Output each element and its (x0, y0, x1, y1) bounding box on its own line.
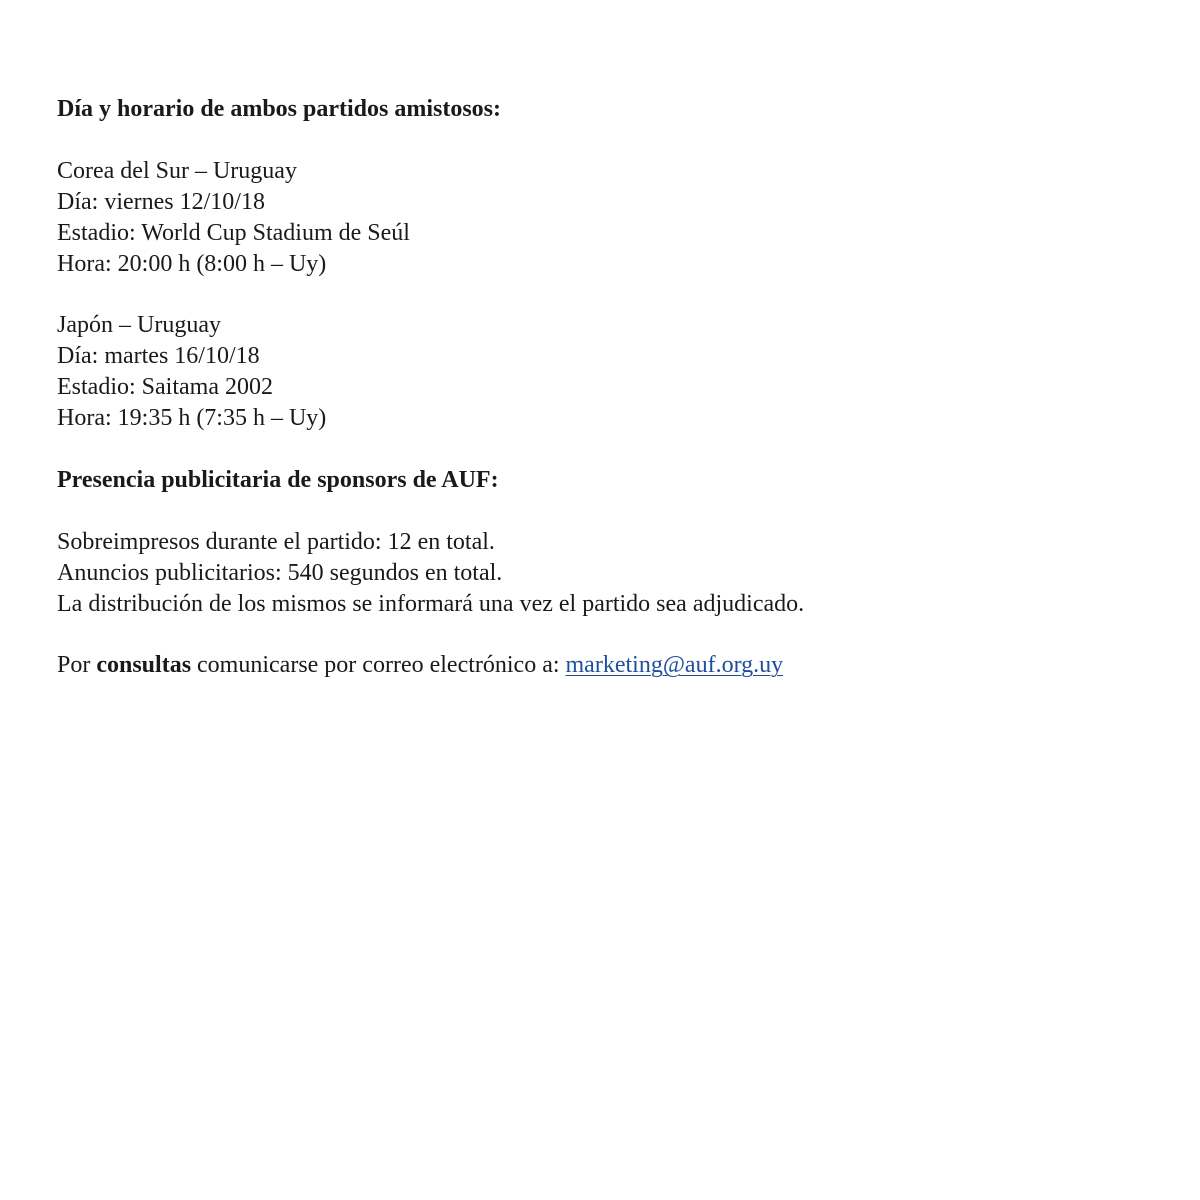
match2-stadium: Estadio: Saitama 2002 (57, 374, 273, 400)
match2-day: Día: martes 16/10/18 (57, 343, 260, 369)
email-link[interactable]: marketing@auf.org.uy (565, 652, 784, 678)
sponsors-heading: Presencia publicitaria de sponsors de AUF: (57, 467, 499, 493)
sponsors-overprints: Sobreimpresos durante el partido: 12 en total. (57, 529, 495, 555)
match1-time: Hora: 20:00 h (8:00 h – Uy) (57, 251, 327, 277)
match1-day: Día: viernes 12/10/18 (57, 189, 265, 215)
contact-prefix: Por (57, 652, 97, 678)
contact-bold-word: consultas (96, 652, 192, 678)
contact-line (57, 650, 783, 680)
sponsors-ads: Anuncios publicitarios: 540 segundos en total. (57, 560, 503, 586)
match2-time: Hora: 19:35 h (7:35 h – Uy) (57, 405, 327, 431)
match1-stadium: Estadio: World Cup Stadium de Seúl (57, 220, 410, 246)
match2-teams: Japón – Uruguay (57, 312, 221, 338)
contact-middle: comunicarse por correo electrónico a: (191, 652, 566, 678)
match1-teams: Corea del Sur – Uruguay (57, 158, 297, 184)
schedule-heading: Día y horario de ambos partidos amistosos: (57, 96, 502, 122)
sponsors-distribution: La distribución de los mismos se informará una vez el partido sea adjudicado. (57, 591, 805, 617)
